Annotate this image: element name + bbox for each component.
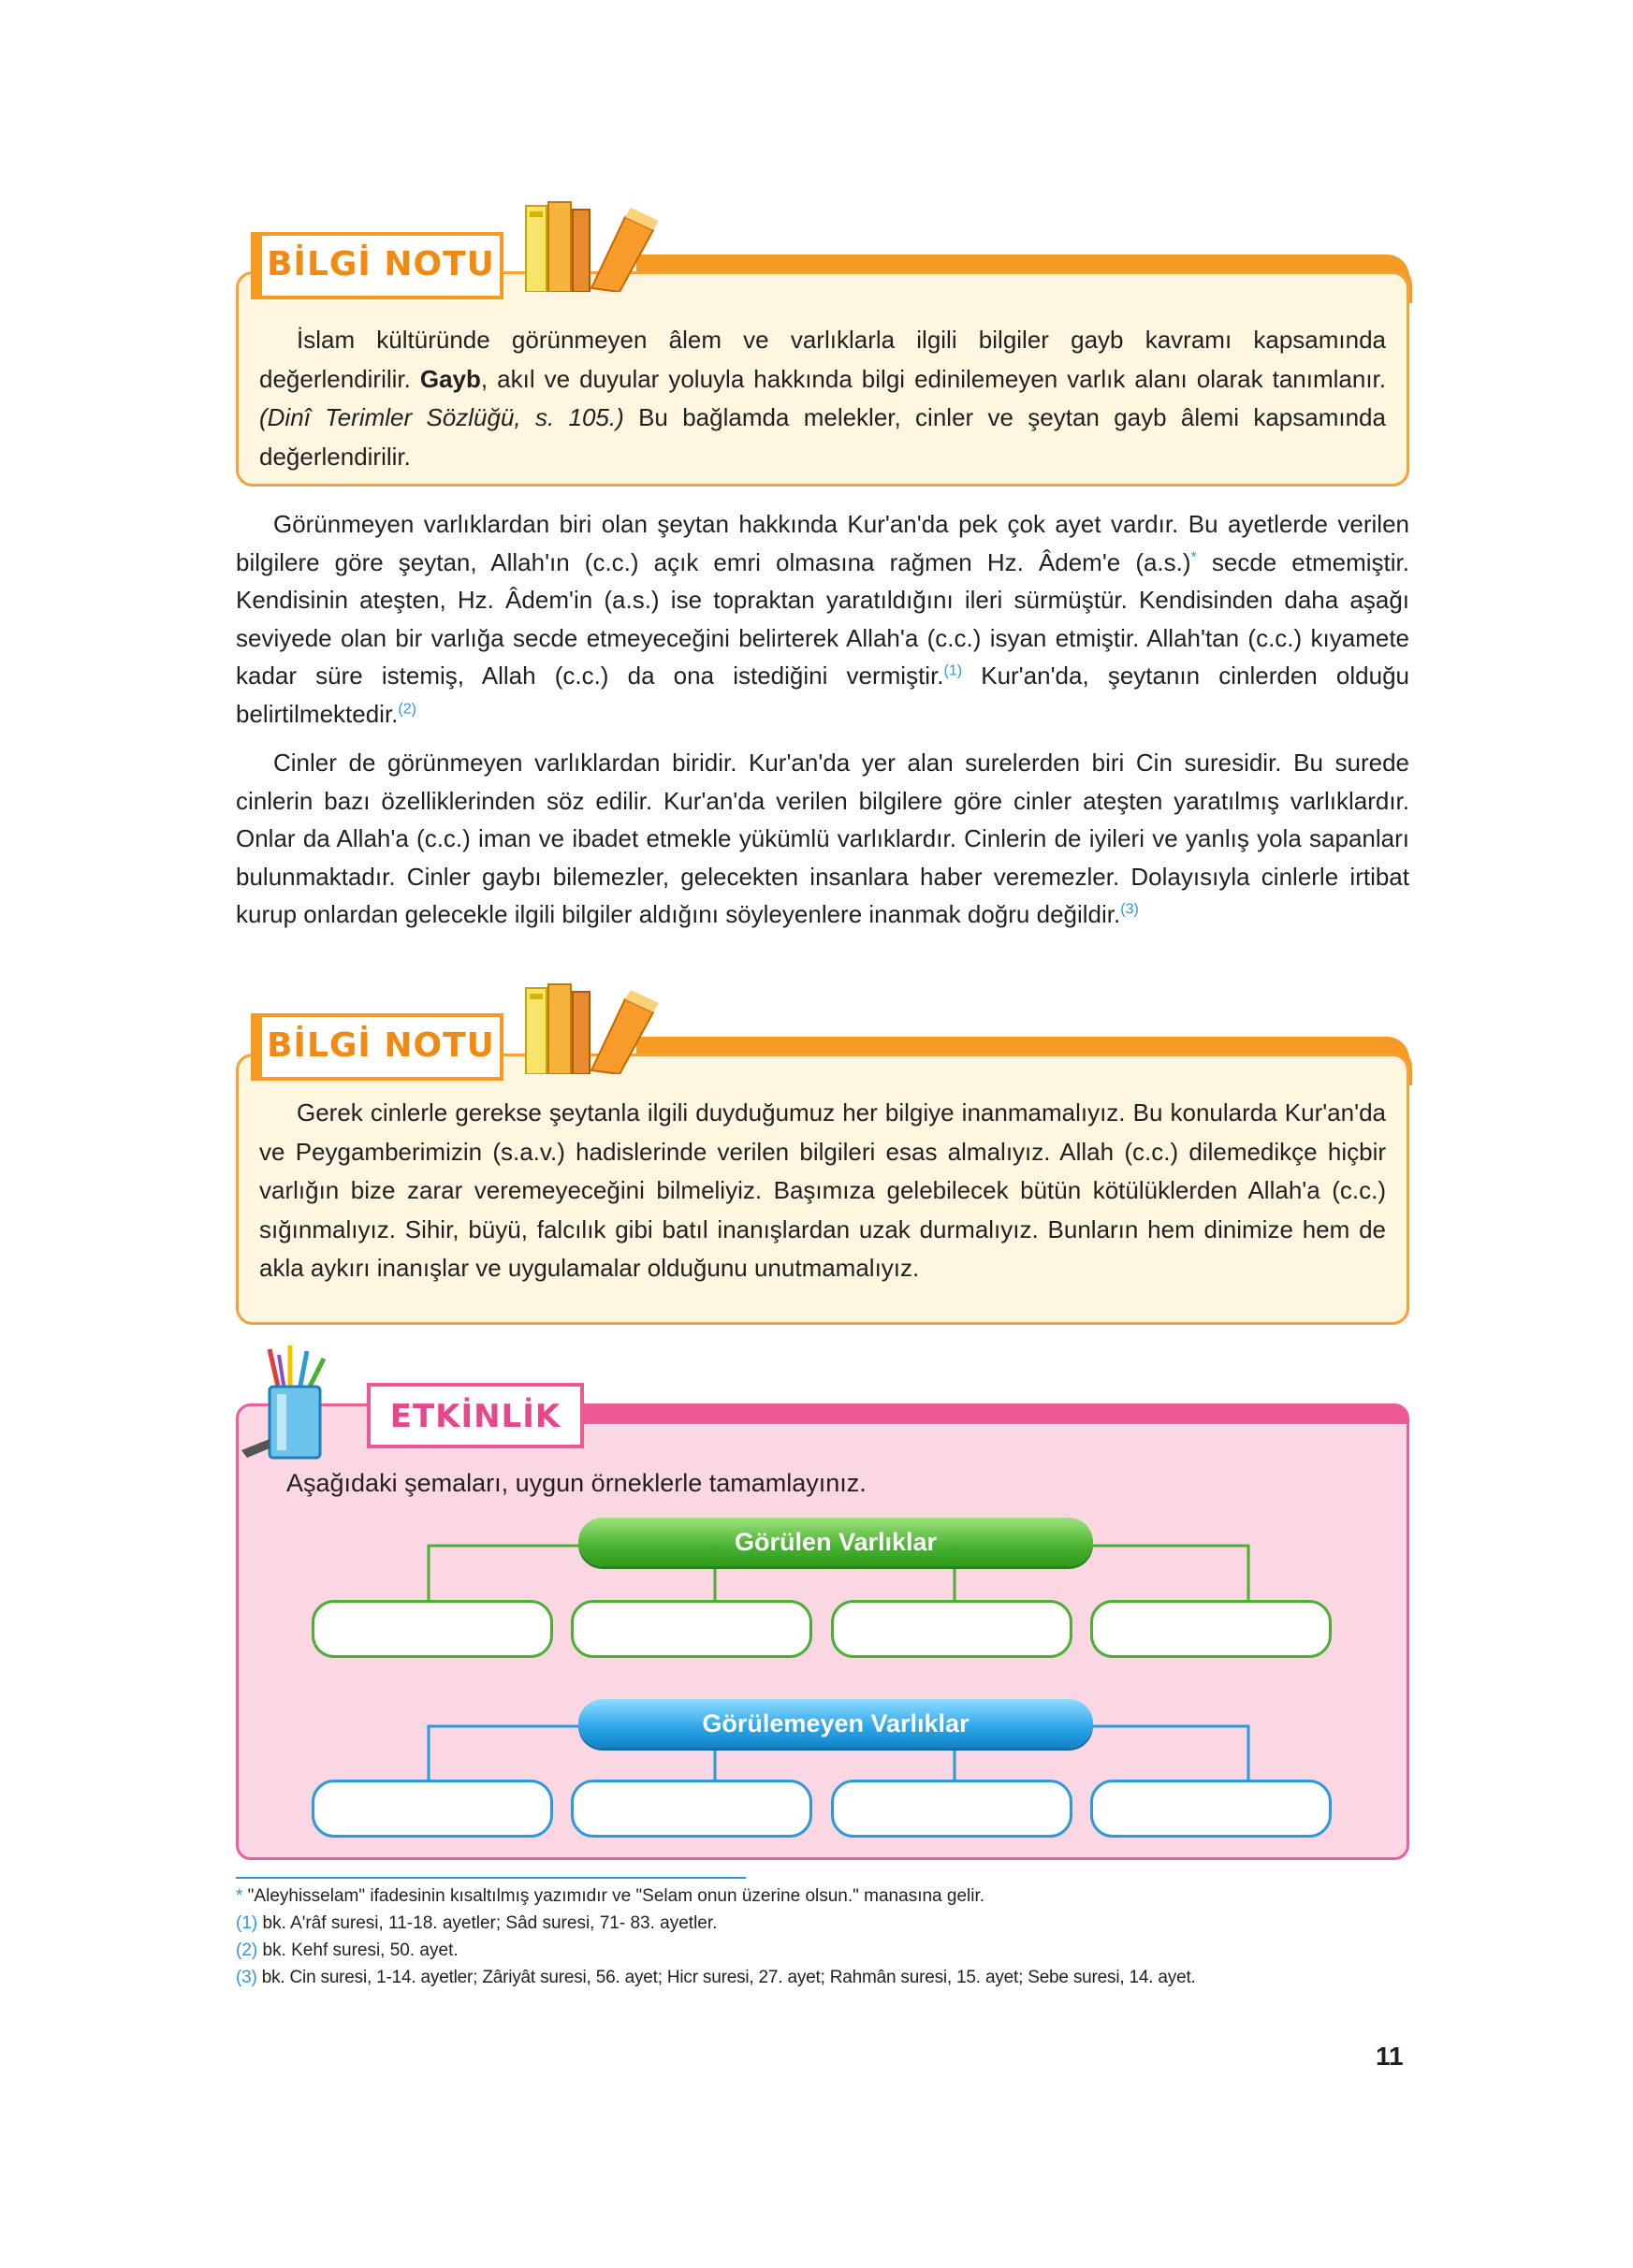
seen-beings-title: Görülen Varlıklar <box>578 1518 1093 1566</box>
unseen-answer-box-2[interactable] <box>571 1780 812 1838</box>
footnote-3: (3) bk. Cin suresi, 1-14. ayetler; Zâriyât suresi, 56. ayet; Hicr suresi, 27. ayet; Rahmân suresi, 15. ayet; Sebe suresi, 14. ayet. <box>236 1968 1196 1987</box>
footnote-star: * "Aleyhisselam" ifadesinin kısaltılmış yazımıdır ve "Selam onun üzerine olsun." manasına gelir. <box>236 1886 985 1906</box>
note2-text: Gerek cinlerle gerekse şeytanla ilgili duyduğumuz her bilgiye inanmamalıyız. Bu konularda Kur'an'da ve Peygamberimizin (s.a.v.) hadislerinde verilen bilgileri esas almalıyız. Allah (c.c.) dilemedikçe hiçbir varlığın bize zarar veremeyeceğini bilmeliyiz. Başımıza gelebilecek bütün kötülüklerden Allah'a (c.c.) sığınmalıyız. Sihir, büyü, falcılık gibi batıl inanışlardan uzak durmalıyız. Bunların hem dinimize hem de akla aykırı inanışlar ve uygulamalar olduğunu unutmamalıyız. <box>259 1098 1386 1282</box>
unseen-answer-box-1[interactable] <box>312 1780 553 1838</box>
footnote-1: (1) bk. A'râf suresi, 11-18. ayetler; Sâd suresi, 71- 83. ayetler. <box>236 1913 718 1933</box>
seen-answer-box-2[interactable] <box>571 1600 812 1658</box>
page-number: 11 <box>1376 2042 1404 2071</box>
note1-text: İslam kültüründe görünmeyen âlem ve varlıklarla ilgili bilgiler gayb kavramı kapsamında değerlendirilir. Gayb, akıl ve duyular yoluyla hakkında bilgi edinilemeyen varlık alanı olarak tanımlanır. (Dinî Terimler Sözlüğü, s. 105.) Bu bağlamda melekler, cinler ve şeytan gayb âlemi kapsamında değerlendirilir. <box>259 326 1386 471</box>
seen-answer-box-3[interactable] <box>831 1600 1072 1658</box>
note1-term: Gayb <box>419 364 481 393</box>
note2-label: BİLGİ NOTU <box>267 1026 495 1065</box>
unseen-answer-box-4[interactable] <box>1090 1780 1332 1838</box>
activity-instruction: Aşağıdaki şemaları, uygun örneklerle tamamlayınız. <box>286 1469 867 1497</box>
paragraph-seytan: Görünmeyen varlıklardan biri olan şeytan hakkında Kur'an'da pek çok ayet vardır. Bu ayetlerde verilen bilgilere göre şeytan, Allah'ın (c.c.) açık emri olmasına rağmen Hz. Âdem'e (a.s.)* secde etmemiştir. Kendisinin ateşten, Hz. Âdem'in (a.s.) ise topraktan yaratıldığını ileri sürmüştür. Kendisinden daha aşağı seviyede olan bir varlığa secde etmeyeceğini belirterek Allah'a (c.c.) isyan etmiştir. Allah'tan (c.c.) kıyamete kadar süre istemiş, Allah (c.c.) da ona istediğini vermiştir.$^{(1)}$ Kur'an'da, şeytanın cinlerden olduğu belirtilmektedir.$^{(2)}$ <box>236 510 1409 728</box>
footnote-2: (2) bk. Kehf suresi, 50. ayet. <box>236 1941 459 1960</box>
footnote-divider <box>236 1877 746 1879</box>
note1-label: BİLGİ NOTU <box>267 245 495 284</box>
footnote-ref-2[interactable]: (2) <box>398 700 416 717</box>
paragraph-cinler: Cinler de görünmeyen varlıklardan biridir. Kur'an'da yer alan surelerden biri Cin suresidir. Bu surede cinlerin bazı özelliklerinden söz edilir. Kur'an'da verilen bilgilere göre cinler ateşten yaratılmış varlıklardır. Onlar da Allah'a (c.c.) iman ve ibadet etmekle yükümlü varlıklardır. Cinlerin de iyileri ve yanlış yola sapanları bulunmaktadır. Cinler gaybı bilemezler, gelecekten insanlara haber veremezler. Dolayısıyla cinlerle irtibat kurup onlardan gelecekle ilgili bilgiler aldığını söyleyenlere inanmak doğru değildir.$^{(3)}$ <box>236 749 1409 928</box>
note1-citation: (Dinî Terimler Sözlüğü, s. 105.) <box>259 403 624 431</box>
activity-label: ETKİNLİK <box>389 1398 561 1435</box>
seen-answer-box-4[interactable] <box>1090 1600 1332 1658</box>
footnote-ref-1[interactable]: (1) <box>943 662 963 679</box>
footnote-ref-star[interactable]: * <box>1190 548 1197 565</box>
unseen-answer-box-3[interactable] <box>831 1780 1072 1838</box>
footnote-ref-3[interactable]: (3) <box>1120 901 1139 918</box>
unseen-beings-title: Görülemeyen Varlıklar <box>578 1699 1093 1748</box>
seen-answer-box-1[interactable] <box>312 1600 553 1658</box>
